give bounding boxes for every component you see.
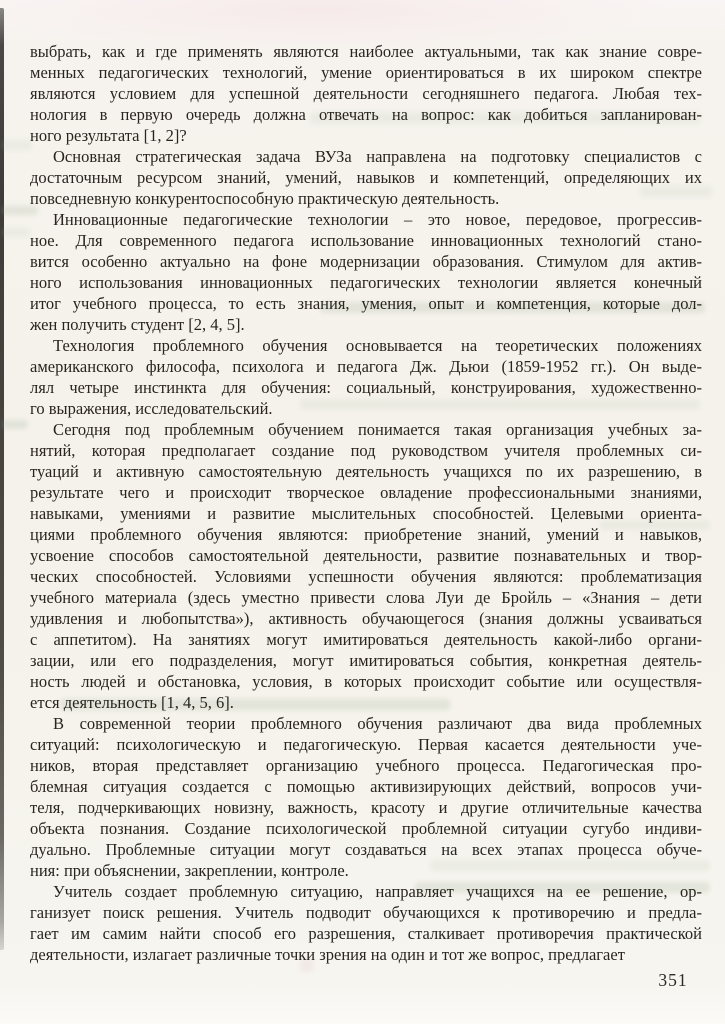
text-line: вится особенно актуально на фоне модернизации образования. Стимулом для актив- <box>30 252 702 271</box>
text-line: Основная стратегическая задача ВУЗа направлена на подготовку специалистов с <box>53 147 702 166</box>
text-line: Технология проблемного обучения основывается на теоретических положениях <box>53 336 702 355</box>
text-line: достаточным ресурсом знаний, умений, навыков и компетенций, определяющих их <box>30 168 702 187</box>
text-line: повседневную конкурентоспособную практическую деятельность. <box>30 189 500 208</box>
text-line: учебного материала (здесь уместно привести слова Луи де Бройль – «Знания – дети <box>30 588 702 607</box>
text-line: ное. Для современного педагога использование инновационных технологий стано- <box>30 231 702 250</box>
paragraph <box>30 335 702 419</box>
paragraph <box>30 419 702 713</box>
text-line: ников, вторая представляет организацию учебного процесса. Педагогическая про- <box>30 756 702 775</box>
paragraph <box>30 41 702 146</box>
text-line: ганизует поиск решения. Учитель подводит обучающихся к противоречию и предла- <box>30 903 702 922</box>
text-line: американского философа, психолога и педагога Дж. Дьюи (1859-1952 гг.). Он выде- <box>30 357 702 376</box>
bleedthrough-mark <box>2 140 32 150</box>
text-line: менных педагогических технологий, умение ориентироваться в их широком спектре <box>30 63 702 82</box>
text-line: ного результата [1, 2]? <box>30 126 187 145</box>
text-line: результате чего и происходит творческое овладение профессиональными знаниями, <box>30 483 702 502</box>
paragraph <box>30 713 702 881</box>
text-line: гает им самим найти способ его разрешения, сталкивает противоречия практической <box>30 924 702 943</box>
bleedthrough-mark <box>2 228 30 237</box>
page-number: 351 <box>658 970 688 990</box>
text-line: удивления и любопытства»), активность обучающегося (знания должны усваиваться <box>30 609 702 628</box>
text-line: являются условием для успешной деятельности сегодняшнего педагога. Любая тех- <box>30 84 702 103</box>
text-line: Учитель создает проблемную ситуацию, направляет учащихся на ее решение, ор- <box>53 882 702 901</box>
paragraph <box>30 146 702 209</box>
text-line: деятельности, излагает различные точки зрения на один и тот же вопрос, предлагает <box>30 945 625 964</box>
text-line: ния: при объяснении, закреплении, контроле. <box>30 861 349 880</box>
text-line: циями проблемного обучения являются: приобретение знаний, умений и навыков, <box>30 525 702 544</box>
text-line: зации, или его подразделения, могут имитироваться события, конкретная деятель- <box>30 651 702 670</box>
text-line: итог учебного процесса, то есть знания, умения, опыт и компетенция, которые дол- <box>30 294 702 313</box>
text-line: теля, подчеркивающих новизну, важность, красоту и другие отличительные качества <box>30 798 702 817</box>
text-line: блемная ситуация создается с помощью активизирующих действий, вопросов учи- <box>30 777 702 796</box>
text-line: ность людей и обстановка, условия, в которых происходит событие или осуществля- <box>30 672 702 691</box>
text-line: объекта познания. Создание психологической проблемной ситуации сугубо индиви- <box>30 819 702 838</box>
text-line: с аппетитом). На занятиях могут имитироваться деятельность какой-либо органи- <box>30 630 702 649</box>
scan-binding-shadow <box>0 8 4 950</box>
text-line: ного использования инновационных педагогических технологии является конечный <box>30 273 702 292</box>
text-line: туаций и активную самостоятельную деятельность учащихся по их разрешению, в <box>30 462 702 481</box>
text-line: Сегодня под проблемным обучением понимается такая организация учебных за- <box>53 420 702 439</box>
text-line: жен получить студент [2, 4, 5]. <box>30 315 245 334</box>
paragraph <box>30 881 702 965</box>
text-line: навыками, умениями и развитие мыслительных способностей. Целевыми ориента- <box>30 504 702 523</box>
text-line: нятий, которая предполагает создание под руководством учителя проблемных си- <box>30 441 702 460</box>
paragraph <box>30 209 702 335</box>
text-line: выбрать, как и где применять являются наиболее актуальными, так как знание совре- <box>30 42 702 61</box>
text-line: дуально. Проблемные ситуации могут создаваться на всех этапах процесса обуче- <box>30 840 702 859</box>
page-text-block <box>30 41 702 965</box>
text-line: лял четыре инстинкта для обучения: социальный, конструирования, художественно- <box>30 378 702 397</box>
bleedthrough-mark <box>2 420 28 429</box>
text-line: Инновационные педагогические технологии – это новое, передовое, прогрессив- <box>53 210 702 229</box>
text-line: нология в первую очередь должна отвечать на вопрос: как добиться запланирован- <box>30 105 702 124</box>
text-line: усвоение способов самостоятельной деятельности, развитие познавательных и твор- <box>30 546 702 565</box>
text-line: го выражения, исследовательский. <box>30 399 273 418</box>
text-line: ческих способностей. Условиями успешности обучения являются: проблематизация <box>30 567 702 586</box>
text-line: В современной теории проблемного обучения различают два вида проблемных <box>53 714 702 733</box>
text-line: ситуаций: психологическую и педагогическую. Первая касается деятельности уче- <box>30 735 702 754</box>
text-line: ется деятельность [1, 4, 5, 6]. <box>30 693 234 712</box>
